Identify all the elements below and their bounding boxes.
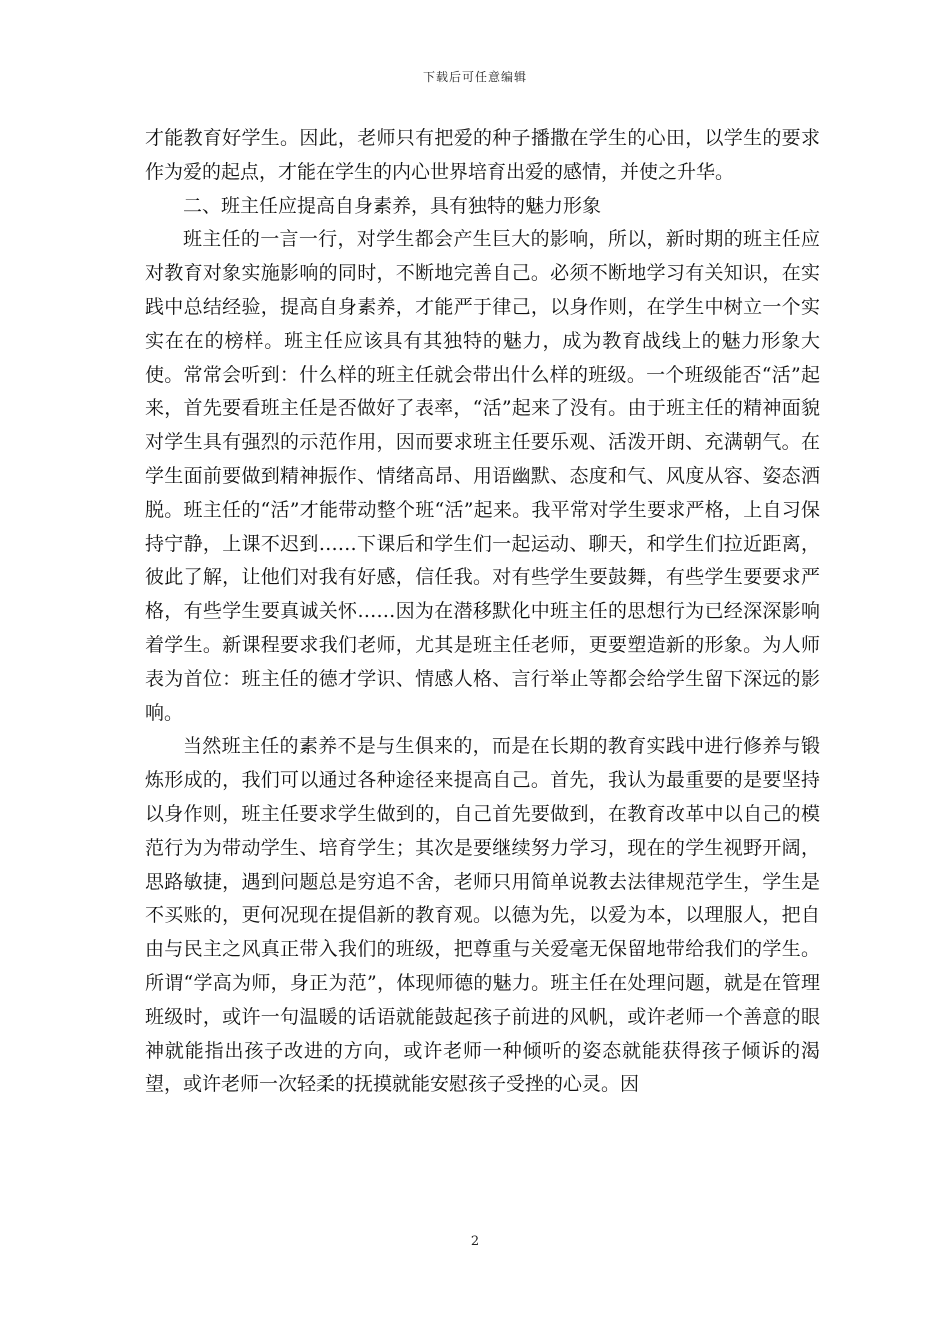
text-line: 才能教育好学生。因此，老师只有把爱的种子播撒在学生的心田，以学生的要 [145,127,801,149]
text-line: 应对教育对象实施影响的同时，不断地完善自己。必须不断地学习有关知识， [145,228,820,285]
text-line: 一个实实在在的榜样。班主任应该具有其独特的魅力，成为教育战线上的魅力 [145,295,820,352]
text-line: 求作为爱的起点，才能在学生的内心世界培育出爱的感情，并使之升华。 [145,127,820,183]
text-line: 学生要求严格，上自习保持宁静，上课不迟到……下课后和学生们一起运动、 [145,498,820,555]
text-line: 形象大使。常常会听到：什么样的班主任就会带出什么样的班级。一个班级能 [145,329,820,386]
text-line: 锻炼形成的，我们可以通过各种途径来提高自己。首先，我认为最重要的是要 [145,735,820,792]
text-line: 班主任的思想行为已经深深影响着学生。新课程要求我们老师，尤其是班主任 [145,600,820,656]
page-number: 2 [470,1234,480,1249]
text-line: 们的学生。所谓“学高为师，身正为范”，体现师德的魅力。班主任在处理问 [145,938,820,994]
text-line: 老师，更要塑造新的形象。为人师表为首位：班主任的德才学识、情感人格、 [145,633,820,690]
text-line: 学生是不买账的，更何况现在提倡新的教育观。以德为先，以爱为本，以理服 [145,870,820,927]
page-header: 下载后可任意编辑 [422,70,527,84]
text-line: 坚持以身作则，班主任要求学生做到的，自己首先要做到，在教育改革中以自 [145,769,820,825]
paragraph-continuation [145,122,820,190]
text-line: 言行举止等都会给学生留下深远的影响。 [145,667,820,724]
text-line: 班主任的一言一行，对学生都会产生巨大的影响，所以，新时期的班主任 [183,228,801,251]
text-line: 己的模范行为为带动学生、培育学生；其次是要继续努力学习，现在的学生视野 [145,802,820,859]
text-line: 老师一个善意的眼神就能指出孩子改进的方向，或许老师一种倾听的姿态就能 [145,1005,820,1062]
text-line: 二、班主任应提高自身素养，具有独特的魅力形象 [183,194,602,217]
paragraph-teacher-charisma [145,223,820,730]
text-line: 聊天，和学生们拉近距离，彼此了解，让他们对我有好感，信任我。对有些学 [145,532,820,589]
text-line: 朗、充满朝气。在学生面前要做到精神振作、情绪高昂、用语幽默、态度和气、 [145,431,820,487]
text-line: 风度从容、姿态洒脱。班主任的“活”才能带动整个班“活”起来。我平常对 [145,464,820,521]
text-line: 主任的精神面貌对学生具有强烈的示范作用，因而要求班主任要乐观、活泼开 [145,397,820,454]
text-line: 人，把自由与民主之风真正带入我们的班级，把尊重与关爱毫无保留地带给我 [145,904,820,961]
section-heading [145,190,820,224]
text-line: 题，就是在管理班级时，或许一句温暖的话语就能鼓起孩子前进的风帆，或许 [145,971,820,1028]
text-line: 获得孩子倾诉的渴望，或许老师一次轻柔的抚摸就能安慰孩子受挫的心灵。因 [145,1039,820,1096]
text-line: 生要鼓舞，有些学生要要求严格，有些学生要真诚关怀……因为在潜移默化中 [145,566,820,623]
paragraph-self-improvement [145,730,820,1102]
text-line: 当然班主任的素养不是与生俱来的，而是在长期的教育实践中进行修养与 [183,735,801,758]
text-line: 开阔，思路敏捷，遇到问题总是穷追不舍，老师只用简单说教去法律规范学生， [145,836,820,893]
text-line: 在实践中总结经验，提高自身素养，才能严于律己，以身作则，在学生中树立 [145,262,820,318]
text-line: 否“活”起来，首先要看班主任是否做好了表率，“活”起来了没有。由于班 [145,363,820,420]
document-body [145,122,820,1102]
